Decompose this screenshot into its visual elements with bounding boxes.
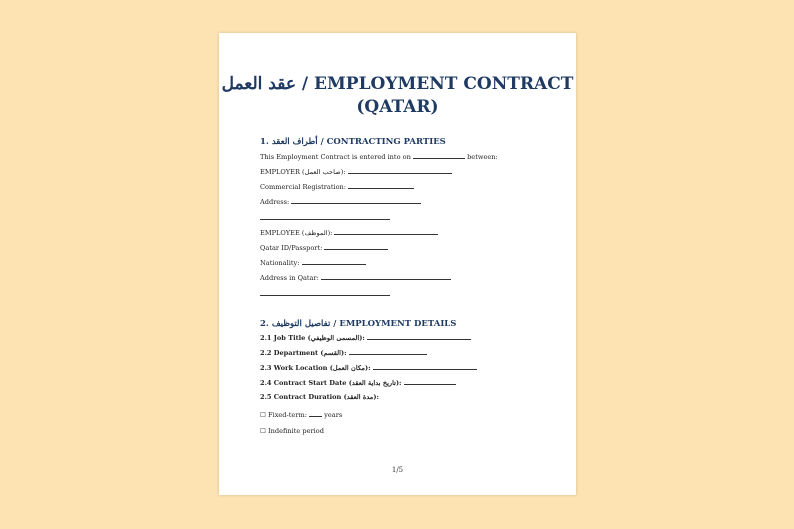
page-number: 1/5 [391, 466, 404, 474]
address-in-qatar-label: Address in Qatar: [260, 274, 319, 282]
indefinite-period-option[interactable] [260, 427, 324, 435]
fixed-term-years-label: years [324, 411, 343, 419]
document-title [219, 73, 576, 119]
contract-duration-line [260, 393, 379, 401]
qatar-id-line [260, 243, 388, 252]
indefinite-period-label: ☐ Indefinite period [260, 427, 324, 435]
department-line [260, 348, 427, 357]
job-title-line [260, 333, 471, 342]
fixed-term-option[interactable] [260, 410, 342, 419]
nationality-line [260, 258, 366, 267]
address-blank[interactable] [291, 197, 421, 204]
employer-line [260, 167, 452, 176]
employer-blank[interactable] [348, 167, 452, 174]
nationality-label: Nationality: [260, 259, 300, 267]
start-date-label: 2.4 Contract Start Date (تاريخ بداية العقد): [260, 379, 402, 387]
department-blank[interactable] [349, 348, 427, 355]
work-location-label: 2.3 Work Location (مكان العمل): [260, 364, 371, 372]
department-label: 2.2 Department (القسم): [260, 349, 347, 357]
work-location-line [260, 363, 477, 372]
commercial-registration-line [260, 182, 414, 191]
address-in-qatar-continuation-blank[interactable] [260, 295, 390, 296]
title-line-2: (QATAR) [356, 97, 439, 117]
contract-duration-label: 2.5 Contract Duration (مدة العقد): [260, 393, 379, 401]
document-page [219, 33, 576, 495]
job-title-blank[interactable] [367, 333, 471, 340]
employer-label: EMPLOYER (صاحب العمل): [260, 168, 346, 176]
title-line-1: عقد العمل / EMPLOYMENT CONTRACT [221, 74, 574, 94]
fixed-term-years-blank[interactable] [309, 410, 322, 417]
address-label: Address: [260, 198, 290, 206]
commercial-registration-blank[interactable] [348, 182, 414, 189]
intro-prefix: This Employment Contract is entered into on [260, 153, 411, 161]
address-in-qatar-blank[interactable] [321, 273, 451, 280]
intro-suffix: between: [467, 153, 498, 161]
address-in-qatar-line [260, 273, 451, 282]
start-date-line [260, 378, 456, 387]
start-date-blank[interactable] [404, 378, 456, 385]
address-continuation-blank[interactable] [260, 219, 390, 220]
commercial-registration-label: Commercial Registration: [260, 183, 347, 191]
section-1-heading: 1. أطراف العقد / CONTRACTING PARTIES [260, 137, 446, 147]
job-title-label: 2.1 Job Title (المسمى الوظيفي): [260, 334, 365, 342]
qatar-id-blank[interactable] [324, 243, 388, 250]
employee-label: EMPLOYEE (الموظف): [260, 229, 333, 237]
intro-line [260, 152, 498, 161]
address-line [260, 197, 421, 206]
employee-blank[interactable] [334, 228, 438, 235]
work-location-blank[interactable] [373, 363, 477, 370]
nationality-blank[interactable] [302, 258, 366, 265]
section-2-heading: 2. تفاصيل التوظيف / EMPLOYMENT DETAILS [260, 319, 457, 329]
employee-line [260, 228, 438, 237]
fixed-term-label: ☐ Fixed-term: [260, 411, 307, 419]
date-blank[interactable] [413, 152, 465, 159]
qatar-id-label: Qatar ID/Passport: [260, 244, 323, 252]
